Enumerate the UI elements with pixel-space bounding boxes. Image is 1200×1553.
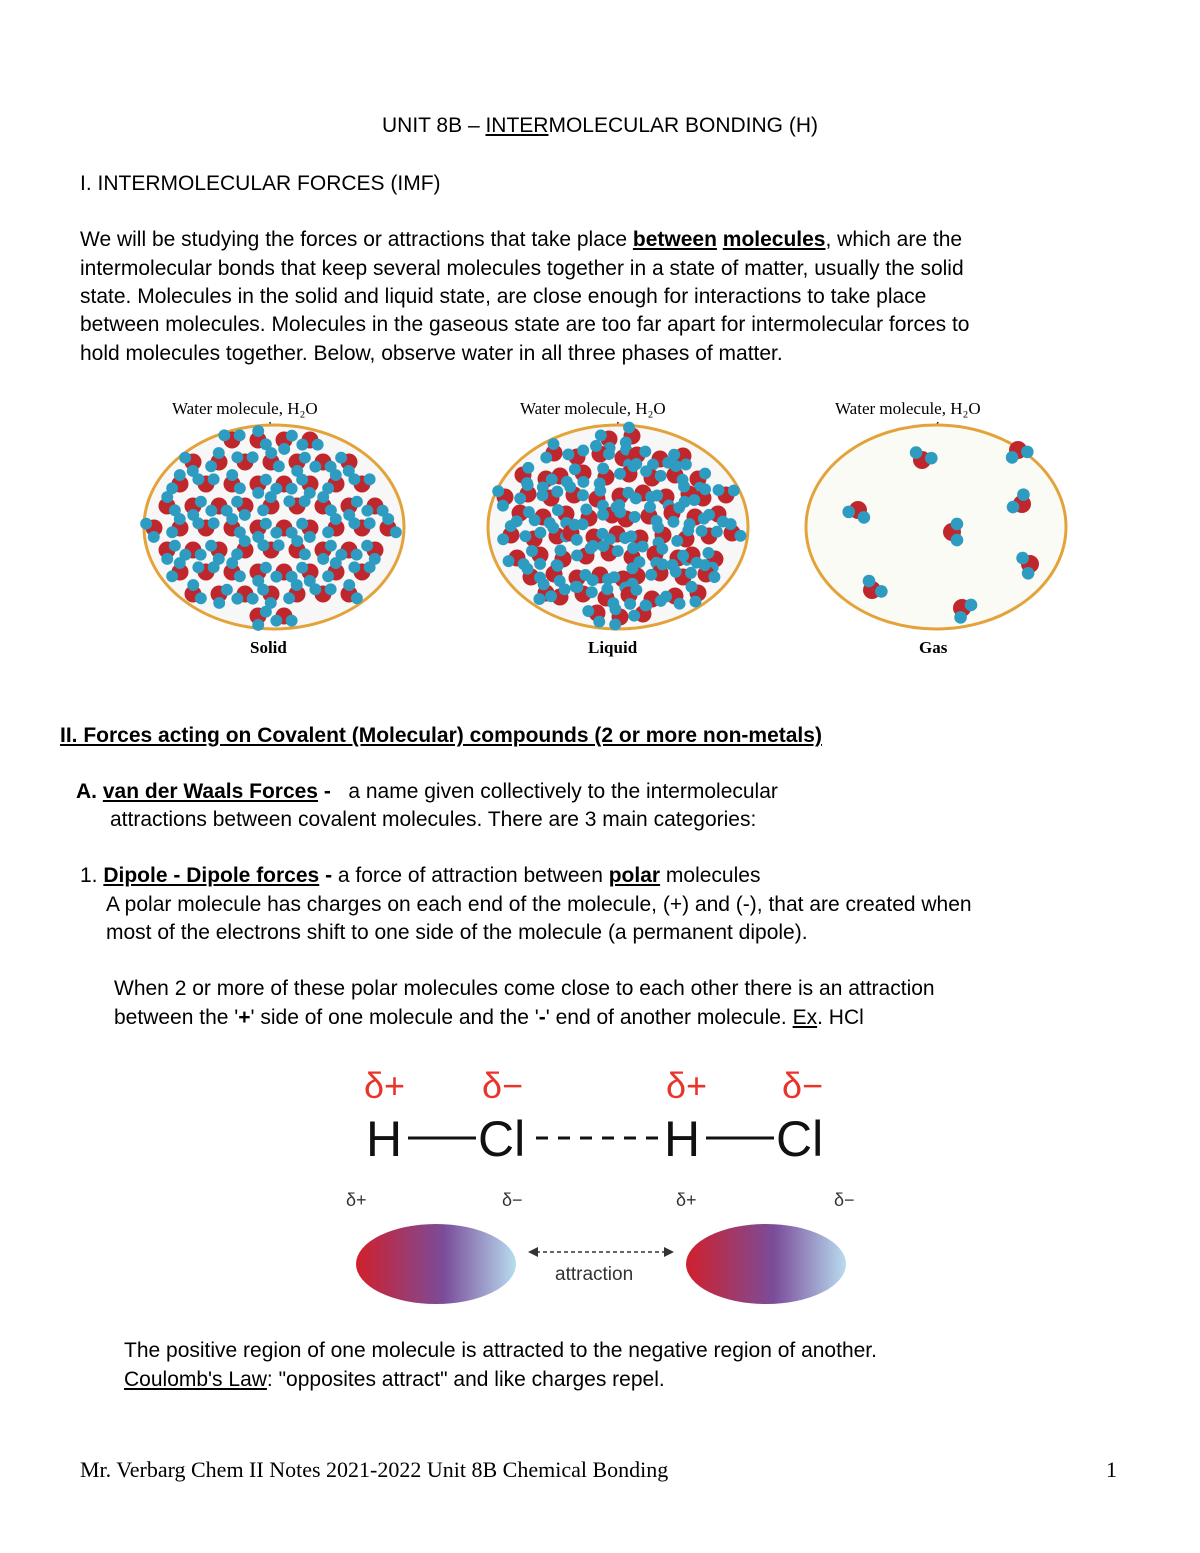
caption-solid-molecule: Water molecule, H₂O xyxy=(172,399,318,418)
closing-line-2: Coulomb's Law: "opposites attract" and like charges repel. xyxy=(124,1368,665,1391)
atom-h-2: H xyxy=(664,1111,701,1167)
dipole-line-2: A polar molecule has charges on each end of the molecule, (+) and (-), that are created when xyxy=(106,893,972,916)
dipole-term: Dipole - Dipole forces xyxy=(103,864,320,887)
delta-plus-1: δ+ xyxy=(364,1065,406,1106)
dipole-delta-minus-2: δ− xyxy=(834,1190,855,1210)
emphasis-polar: polar xyxy=(608,864,661,887)
footer-text: Mr. Verbarg Chem II Notes 2021-2022 Unit 8B Chemical Bonding xyxy=(80,1457,669,1482)
dipole-molecule-2 xyxy=(686,1224,846,1304)
dipole-line-5: between the '+' side of one molecule and the '-' end of another molecule. Ex. HCl xyxy=(114,1006,864,1029)
arrow-head-left xyxy=(528,1247,538,1257)
atom-cl-1: Cl xyxy=(478,1111,526,1167)
closing-line-1: The positive region of one molecule is attracted to the negative region of another. xyxy=(124,1339,877,1362)
hcl-dipole-figure xyxy=(340,1060,880,1310)
page-number: 1 xyxy=(1106,1457,1117,1482)
dipole-delta-plus-2: δ+ xyxy=(676,1190,697,1210)
coulombs-law-term: Coulomb's Law xyxy=(124,1368,267,1391)
caption-liquid-molecule: Water molecule, H₂O xyxy=(520,399,666,418)
emphasis-molecules: molecules xyxy=(722,228,826,251)
arrow-head-right xyxy=(664,1247,674,1257)
emphasis-between: between xyxy=(632,228,717,251)
label-solid: Solid xyxy=(250,638,287,657)
dipole-line-3: most of the electrons shift to one side of the molecule (a permanent dipole). xyxy=(106,921,808,944)
vdw-line-2: attractions between covalent molecules. There are 3 main categories: xyxy=(110,808,757,831)
intro-line-5: hold molecules together. Below, observe water in all three phases of matter. xyxy=(80,342,783,365)
page-title: UNIT 8B – INTERMOLECULAR BONDING (H) xyxy=(381,114,818,137)
dipole-molecule-1 xyxy=(356,1224,516,1304)
dipole-delta-minus-1: δ− xyxy=(502,1190,523,1210)
section-1-heading: I. INTERMOLECULAR FORCES (IMF) xyxy=(80,172,441,195)
intro-line-3: state. Molecules in the solid and liquid state, are close enough for interactions to take place xyxy=(80,285,927,308)
dipole-delta-plus-1: δ+ xyxy=(346,1190,367,1210)
delta-plus-2: δ+ xyxy=(666,1065,708,1106)
water-phases-figure xyxy=(130,392,1080,672)
vdw-term: van der Waals Forces xyxy=(102,780,318,803)
dipole-line-1: 1. Dipole - Dipole forces - a force of attraction between polar molecules xyxy=(80,864,761,887)
vdw-line-1: A. van der Waals Forces - a name given collectively to the intermolecular xyxy=(76,780,778,803)
intro-line-2: intermolecular bonds that keep several molecules together in a state of matter, usually the solid xyxy=(80,257,964,280)
label-gas: Gas xyxy=(919,638,948,657)
delta-minus-2: δ− xyxy=(782,1065,824,1106)
attraction-label: attraction xyxy=(555,1264,634,1285)
label-liquid: Liquid xyxy=(588,638,638,657)
atom-cl-2: Cl xyxy=(776,1111,824,1167)
intro-line-1: We will be studying the forces or attractions that take place between molecules, which are the xyxy=(80,228,963,251)
atom-h-1: H xyxy=(366,1111,403,1167)
caption-gas-molecule: Water molecule, H₂O xyxy=(835,399,981,418)
intro-line-4: between molecules. Molecules in the gaseous state are too far apart for intermolecular forces to xyxy=(80,313,970,336)
delta-minus-1: δ− xyxy=(482,1065,524,1106)
section-2-heading: II. Forces acting on Covalent (Molecular) compounds (2 or more non-metals) xyxy=(60,724,822,747)
dipole-line-4: When 2 or more of these polar molecules come close to each other there is an attraction xyxy=(114,977,935,1000)
